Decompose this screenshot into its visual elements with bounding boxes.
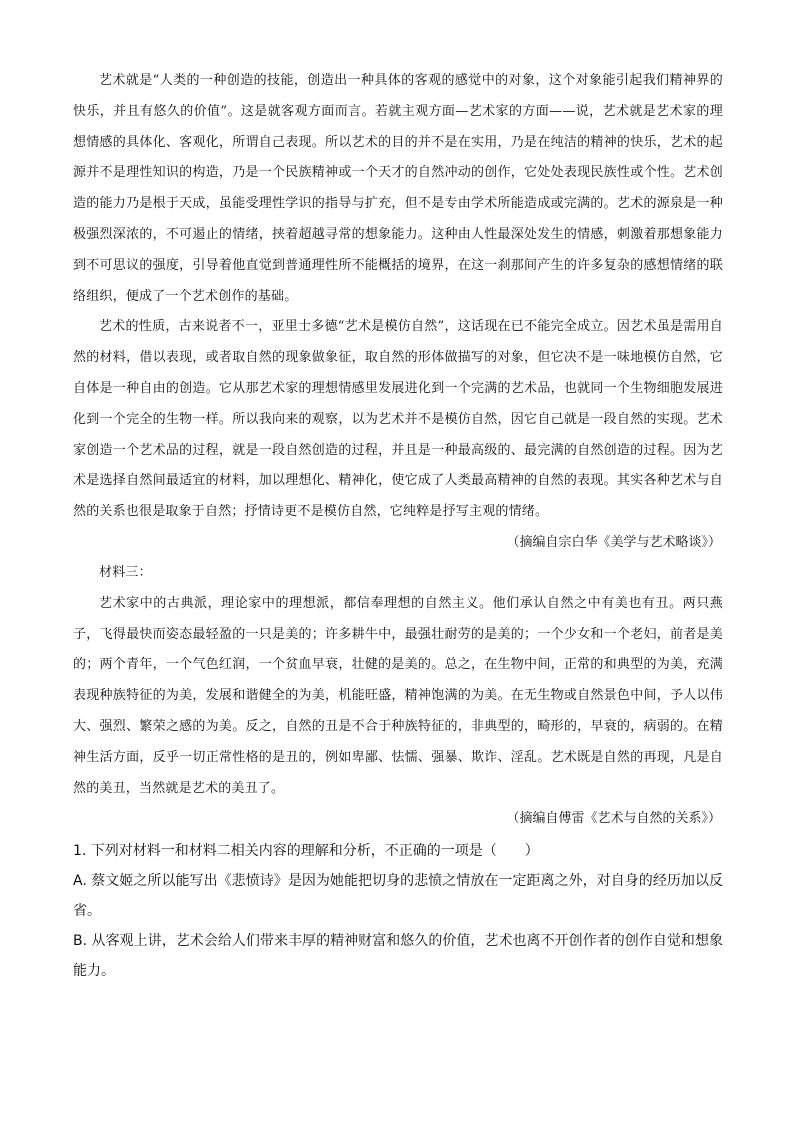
material-three-paragraph: 艺术家中的古典派，理论家中的理想派，都信奉理想的自然主义。他们承认自然之中有美也有丑。两只燕子，飞得最快而姿态最轻盈的一只是美的；许多耕牛中，最强壮耐劳的是美的；一个少女和一个老妇，前者是美的；两个青年，一个气色红润，一个贫血早衰，壮健的是美的。总之，在生物中间，正常的和典型的为美，充满表现种族特征的为美，发展和谐健全的为美，机能旺盛，精神饱满的为美。在无生物或自然景色中间，予人以伟大、强烈、繁荣之感的为美。反之，自然的丑是不合于种族特征的，非典型的，畸形的，早衰的，病弱的。在精神生活方面，反乎一切正常性格的是丑的，例如卑鄙、怯懦、强暴、欺诈、淫乱。艺术既是自然的再现，凡是自然的美丑，当然就是艺术的美丑了。 (73, 595, 723, 796)
material-three-heading: 材料三： (99, 564, 152, 580)
question-option-a: A. 蔡文姬之所以能写出《悲愤诗》是因为她能把切身的悲愤之情放在一定距离之外，对自身的经历加以反省。 (73, 873, 723, 920)
question-option-b: B. 从客观上讲，艺术会给人们带来丰厚的精神财富和悠久的价值，艺术也离不开创作者的创作自觉和想象能力。 (73, 933, 723, 980)
material-two-paragraph-1: 艺术就是“人类的一种创造的技能，创造出一种具体的客观的感觉中的对象，这个对象能引起我们精神界的快乐，并且有悠久的价值”。这是就客观方面而言。若就主观方面—艺术家的方面——说，艺术就是艺术家的理想情感的具体化、客观化，所谓自己表现。所以艺术的目的并不是在实用，乃是在纯洁的精神的快乐，艺术的起源并不是理性知识的构造，乃是一个民族精神或一个天才的自然冲动的创作，它处处表现民族性或个性。艺术创造的能力乃是根于天成，虽能受理性学识的指导与扩充，但不是专由学术所能造成或完满的。艺术的源泉是一种极强烈深浓的，不可遏止的情绪，挟着超越寻常的想象能力。这种由人性最深处发生的情感，刺激着那想象能力到不可思议的强度，引导着他直觉到普通理性所不能概括的境界，在这一刹那间产生的许多复杂的感想情绪的联络组织，便成了一个艺术创作的基础。 (73, 73, 723, 304)
material-two-source: （摘编自宗白华《美学与艺术略谈》） (506, 534, 721, 550)
material-two-paragraph-2: 艺术的性质，古来说者不一，亚里士多德“艺术是模仿自然”，这话现在已不能完全成立。因艺术虽是需用自然的材料，借以表现，或者取自然的现象做象征，取自然的形体做描写的对象，但它决不是一味地模仿自然，它自体是一种自由的创造。它从那艺术家的理想情感里发展进化到一个完满的艺术品，也就同一个生物细胞发展进化到一个完全的生物一样。所以我向来的观察，以为艺术并不是模仿自然，因它自己就是一段自然的实现。艺术家创造一个艺术品的过程，就是一段自然创造的过程，并且是一种最高级的、最完满的自然创造的过程。因为艺术是选择自然间最适宜的材料，加以理想化、精神化，使它成了人类最高精神的自然的表现。其实各种艺术与自然的关系也很是取象于自然；抒情诗更不是模仿自然，它纯粹是抒写主观的情绪。 (73, 319, 723, 520)
material-three-source: （摘编自傅雷《艺术与自然的关系》） (506, 811, 721, 827)
document-page (73, 66, 723, 986)
question-stem: 1. 下列对材料一和材料二相关内容的理解和分析，不正确的一项是（ ） (73, 843, 539, 860)
